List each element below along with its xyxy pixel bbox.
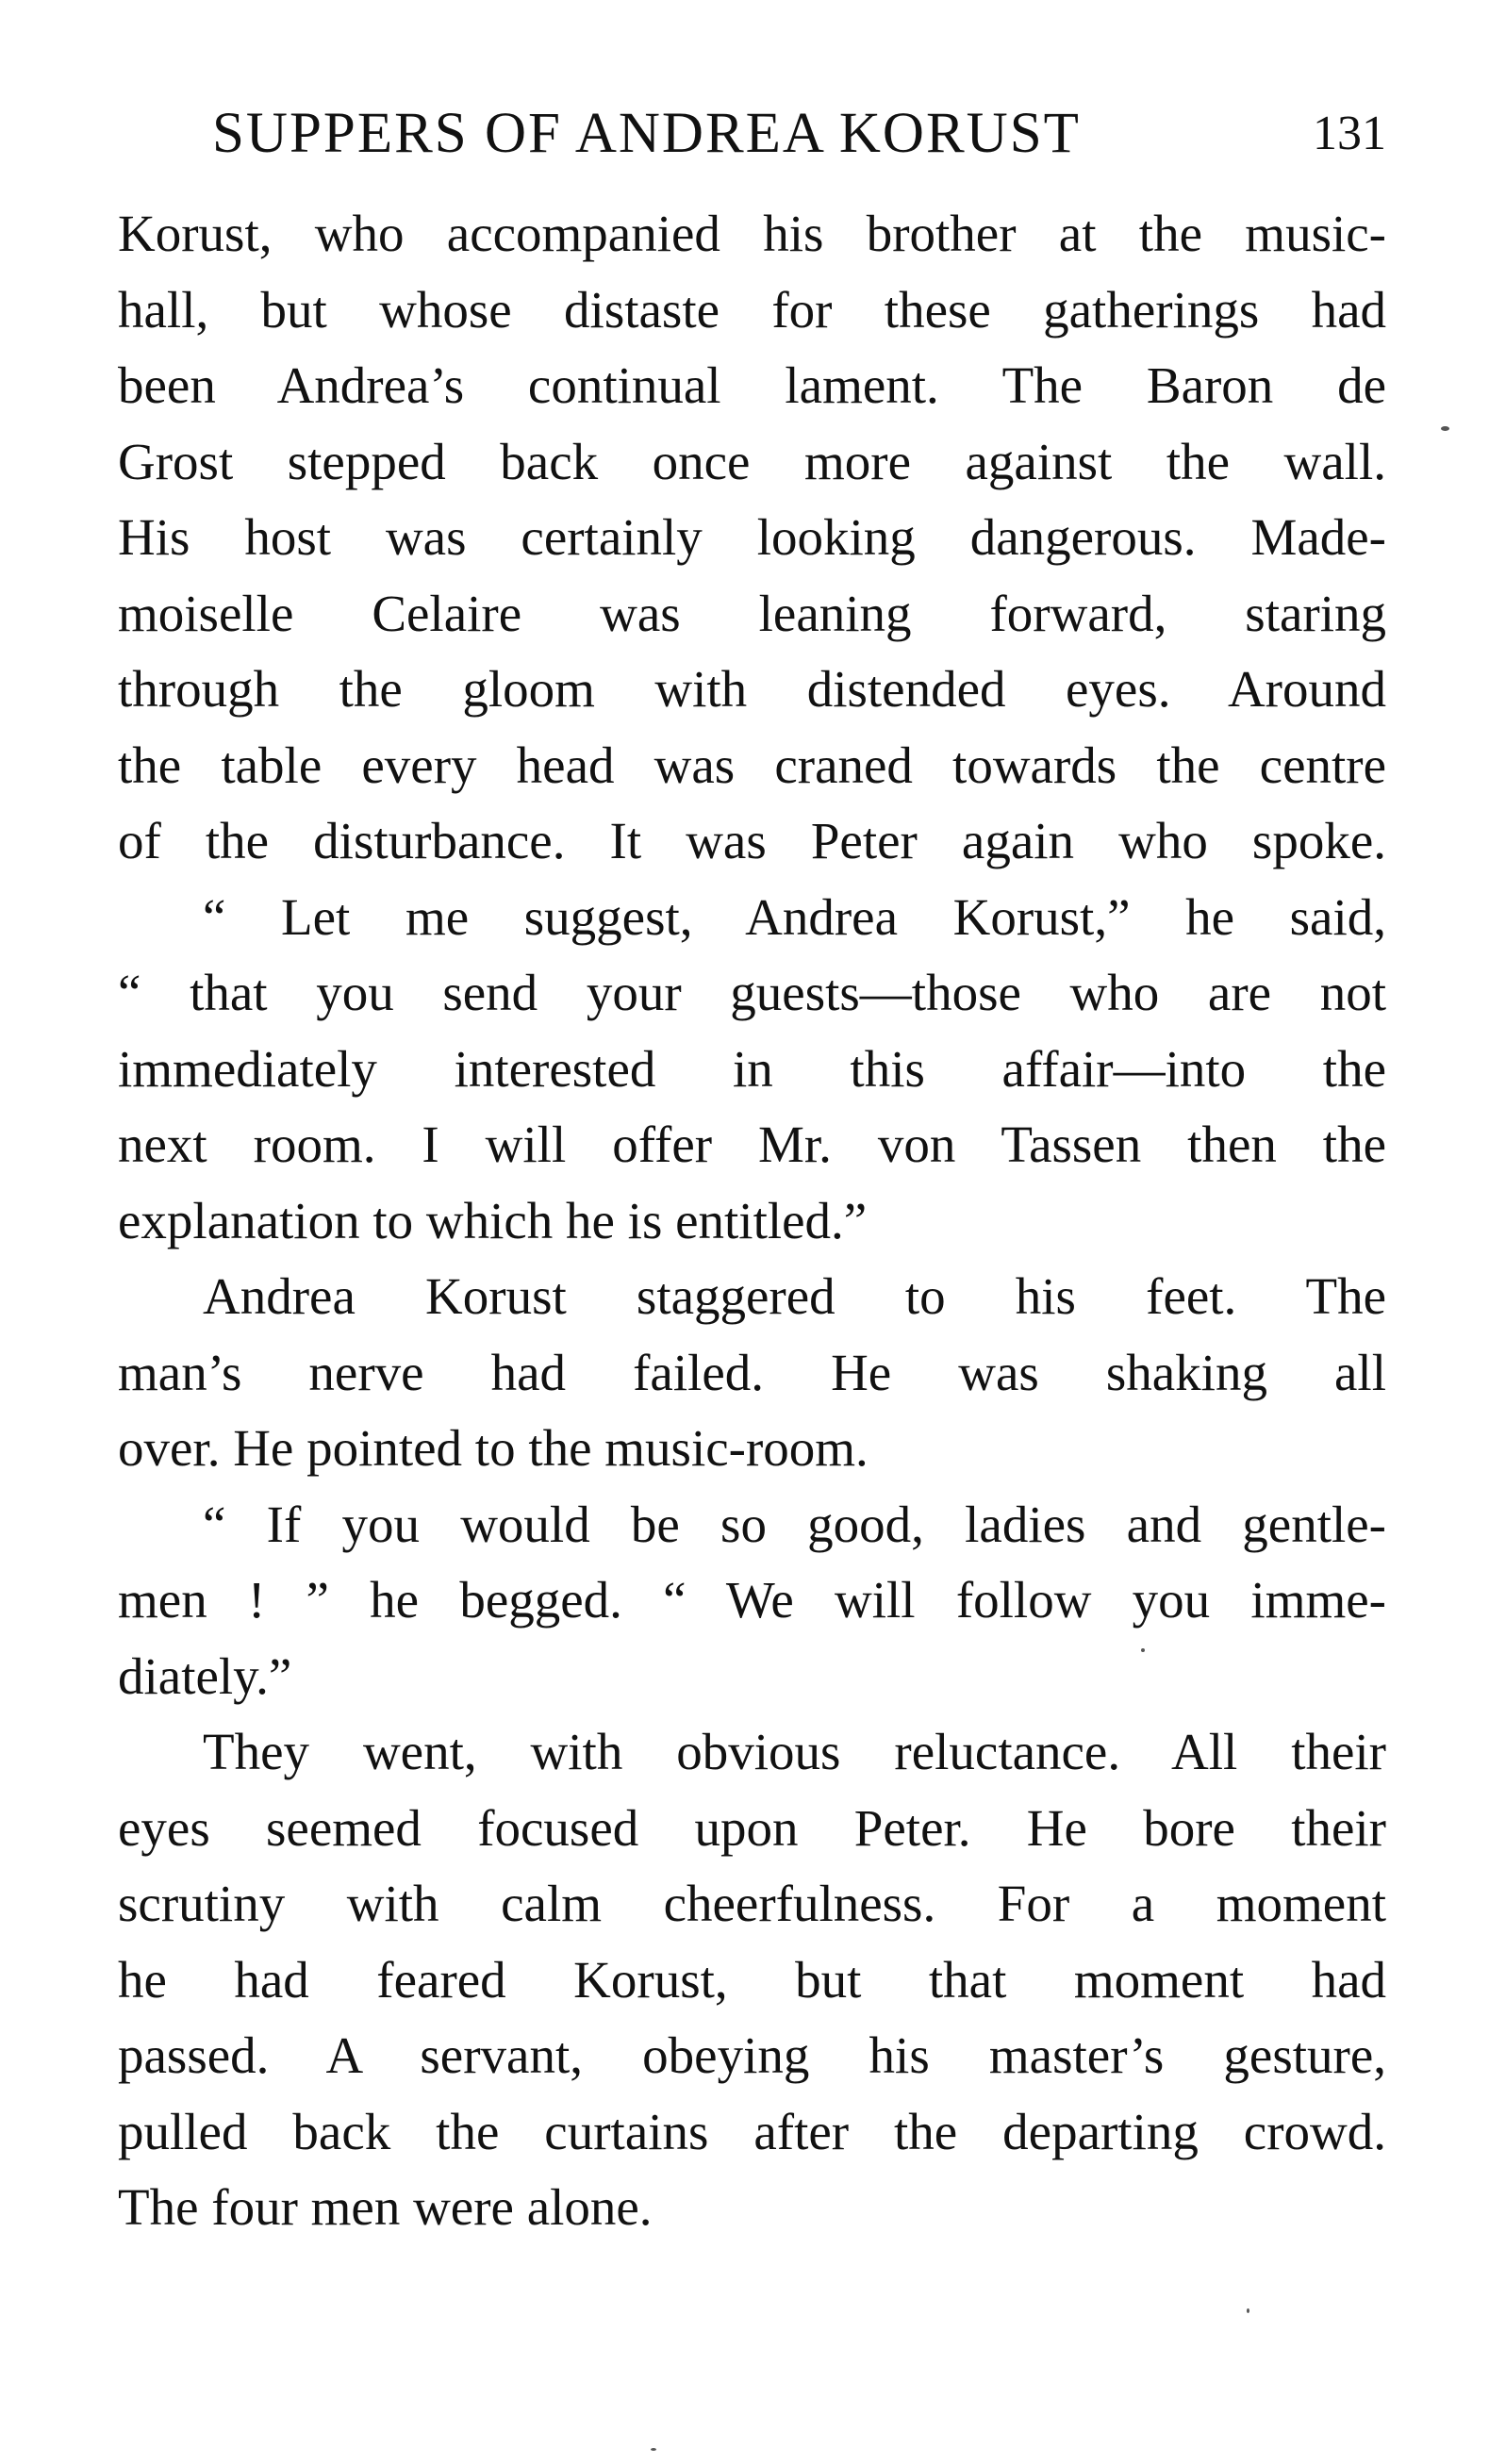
text-line: been Andrea’s continual lament. The Baron de: [118, 356, 1386, 414]
text-line: diately.”: [118, 1646, 292, 1705]
text-line: Andrea Korust staggered to his feet. The: [203, 1267, 1386, 1325]
text-line: the table every head was craned towards the centre: [118, 736, 1386, 794]
text-line: Korust, who accompanied his brother at the music-: [118, 205, 1386, 262]
text-line: scrutiny with calm cheerfulness. For a moment: [118, 1875, 1386, 1932]
text-line: Grost stepped back once more against the wall.: [118, 432, 1386, 490]
text-line: “ Let me suggest, Andrea Korust,” he said,: [203, 887, 1386, 946]
text-line: over. He pointed to the music-room.: [118, 1419, 869, 1477]
body-text: [118, 196, 1386, 2246]
scan-speck: [1441, 426, 1449, 431]
running-title: SUPPERS OF ANDREA KORUST: [212, 102, 1081, 165]
text-line: hall, but whose distaste for these gatherings had: [118, 280, 1386, 339]
text-line: They went, with obvious reluctance. All their: [203, 1723, 1386, 1780]
text-line: next room. I will offer Mr. von Tassen then the: [118, 1116, 1386, 1173]
text-line: he had feared Korust, but that moment had: [118, 1950, 1386, 2009]
text-line: “ If you would be so good, ladies and gentle-: [203, 1495, 1386, 1553]
text-line: through the gloom with distended eyes. Around: [118, 660, 1386, 718]
scan-speck: [1247, 2308, 1249, 2313]
running-head: [212, 90, 1386, 174]
scan-speck: [651, 2448, 656, 2451]
text-line: men ! ” he begged. “ We will follow you imme-: [118, 1571, 1386, 1629]
text-line: pulled back the curtains after the departing crowd.: [118, 2102, 1386, 2160]
text-line: passed. A servant, obeying his master’s gesture,: [118, 2026, 1386, 2084]
page-number: 131: [1313, 107, 1386, 160]
text-line: man’s nerve had failed. He was shaking all: [118, 1343, 1386, 1401]
text-line: The four men were alone.: [118, 2178, 653, 2236]
text-line: eyes seemed focused upon Peter. He bore their: [118, 1798, 1386, 1857]
text-line: “ that you send your guests—those who are not: [118, 964, 1386, 1021]
text-line: His host was certainly looking dangerous. Made-: [118, 508, 1386, 566]
scan-speck: [1141, 1648, 1145, 1652]
text-line: explanation to which he is entitled.”: [118, 1191, 868, 1249]
text-line: immediately interested in this affair—into the: [118, 1039, 1386, 1098]
text-line: of the disturbance. It was Peter again who spoke.: [118, 812, 1386, 869]
text-line: moiselle Celaire was leaning forward, staring: [118, 584, 1386, 642]
